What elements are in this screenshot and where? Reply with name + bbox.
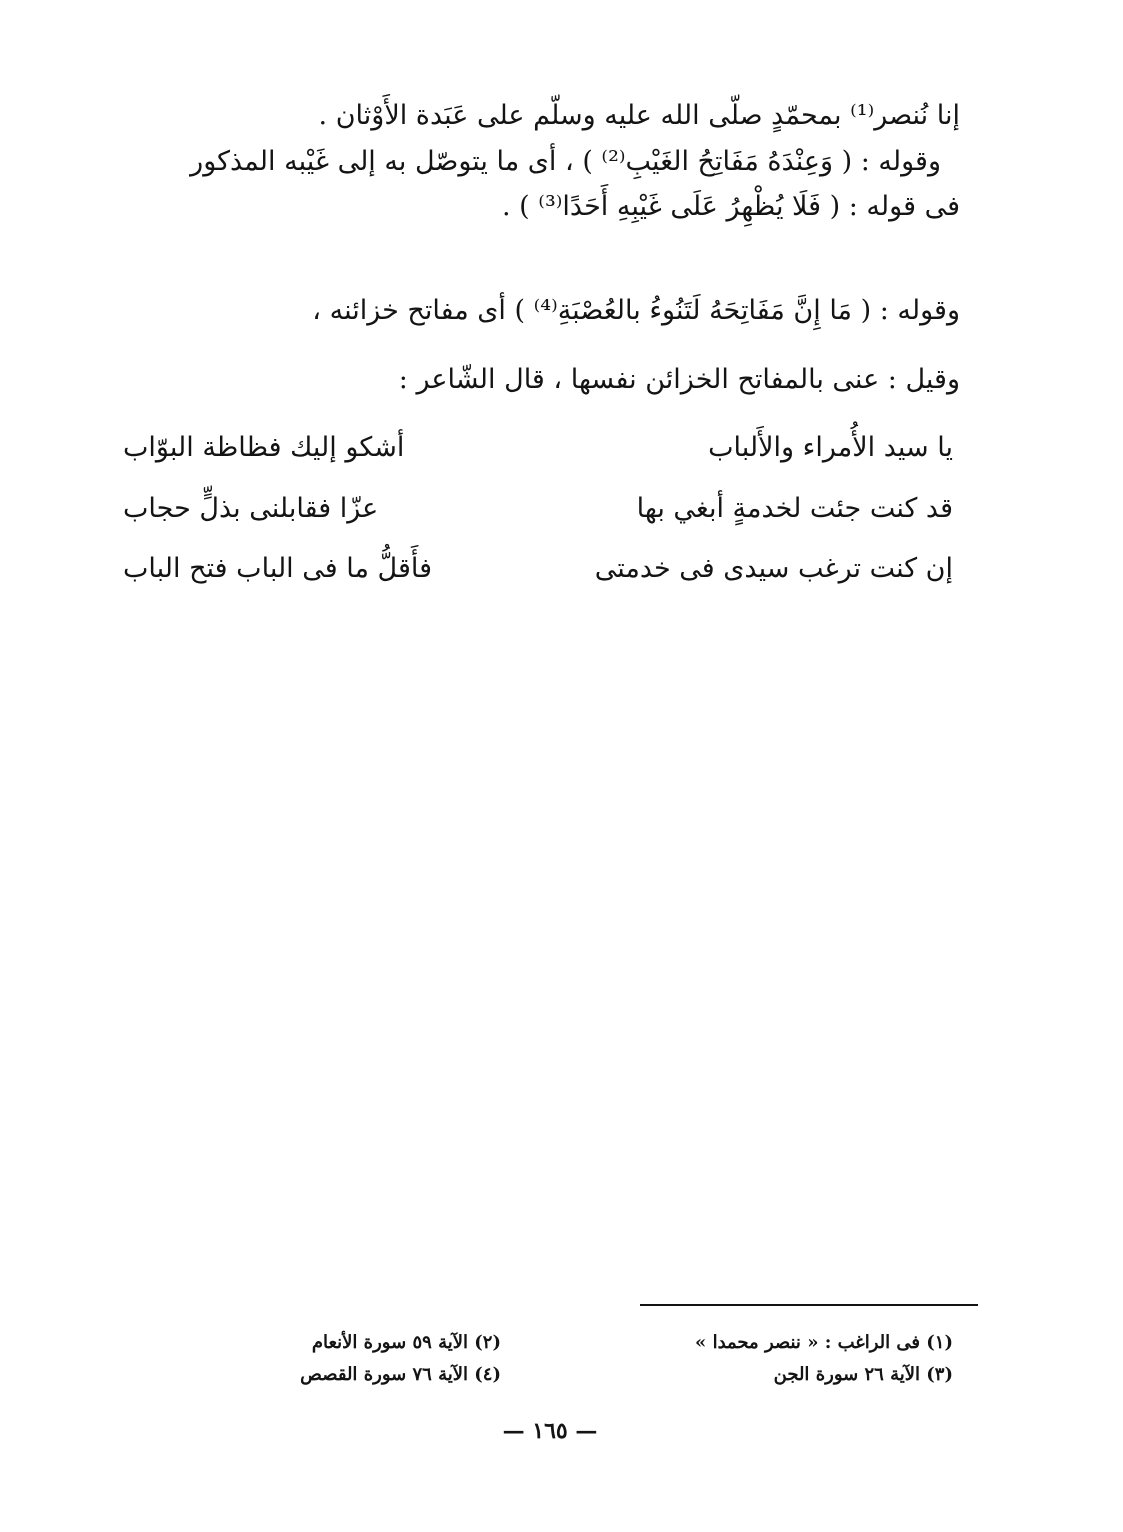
verse-first-hemistich: يا سيد الأُمراء والأَلباب [708,432,953,463]
verse-first-hemistich: إن كنت ترغب سيدى فى خدمتى [594,553,953,584]
page-number: — ١٦٥ — [502,1418,598,1444]
body-line-5: وقيل : عنى بالمفاتح الخزائن نفسها ، قال الشّاعر : [398,364,960,395]
footnote-4: (٤) الآية ٧٦ سورة القصص [300,1364,501,1385]
poem-verse [123,544,953,594]
verse-second-hemistich: عزّا فقابلنى بذلٍّ حجاب [123,493,379,524]
verse-first-hemistich: قد كنت جئت لخدمةٍ أبغي بها [636,493,953,524]
verse-second-hemistich: أشكو إليك فظاظة البوّاب [123,432,405,463]
body-line-3: فى قوله : ( فَلَا يُظْهِرُ عَلَى غَيْبِهِ أَحَدًا⁽³⁾ ) . [502,191,960,222]
poem-verse [123,423,953,473]
footnote-1: (١) فى الراغب : « ننصر محمدا » [695,1332,953,1353]
footnote-separator [640,1304,978,1306]
body-line-2: وقوله : ( وَعِنْدَهُ مَفَاتِحُ الغَيْبِ⁽²⁾ ) ، أى ما يتوصّل به إلى غَيْبه المذكور [190,146,941,177]
footnote-3: (٣) الآية ٢٦ سورة الجن [773,1364,953,1385]
body-line-4: وقوله : ( مَا إِنَّ مَفَاتِحَهُ لَتَنُوءُ بالعُصْبَةِ⁽⁴⁾ ) أى مفاتح خزائنه ، [312,295,960,326]
verse-second-hemistich: فأَقلُّ ما فى الباب فتح الباب [123,553,433,584]
body-line-1: إنا نُنصر⁽¹⁾ بمحمّدٍ صلّى الله عليه وسلّم على عَبَدة الأَوْثان . [318,100,960,131]
poem-verse [123,484,953,534]
footnote-2: (٢) الآية ٥٩ سورة الأنعام [311,1332,501,1353]
